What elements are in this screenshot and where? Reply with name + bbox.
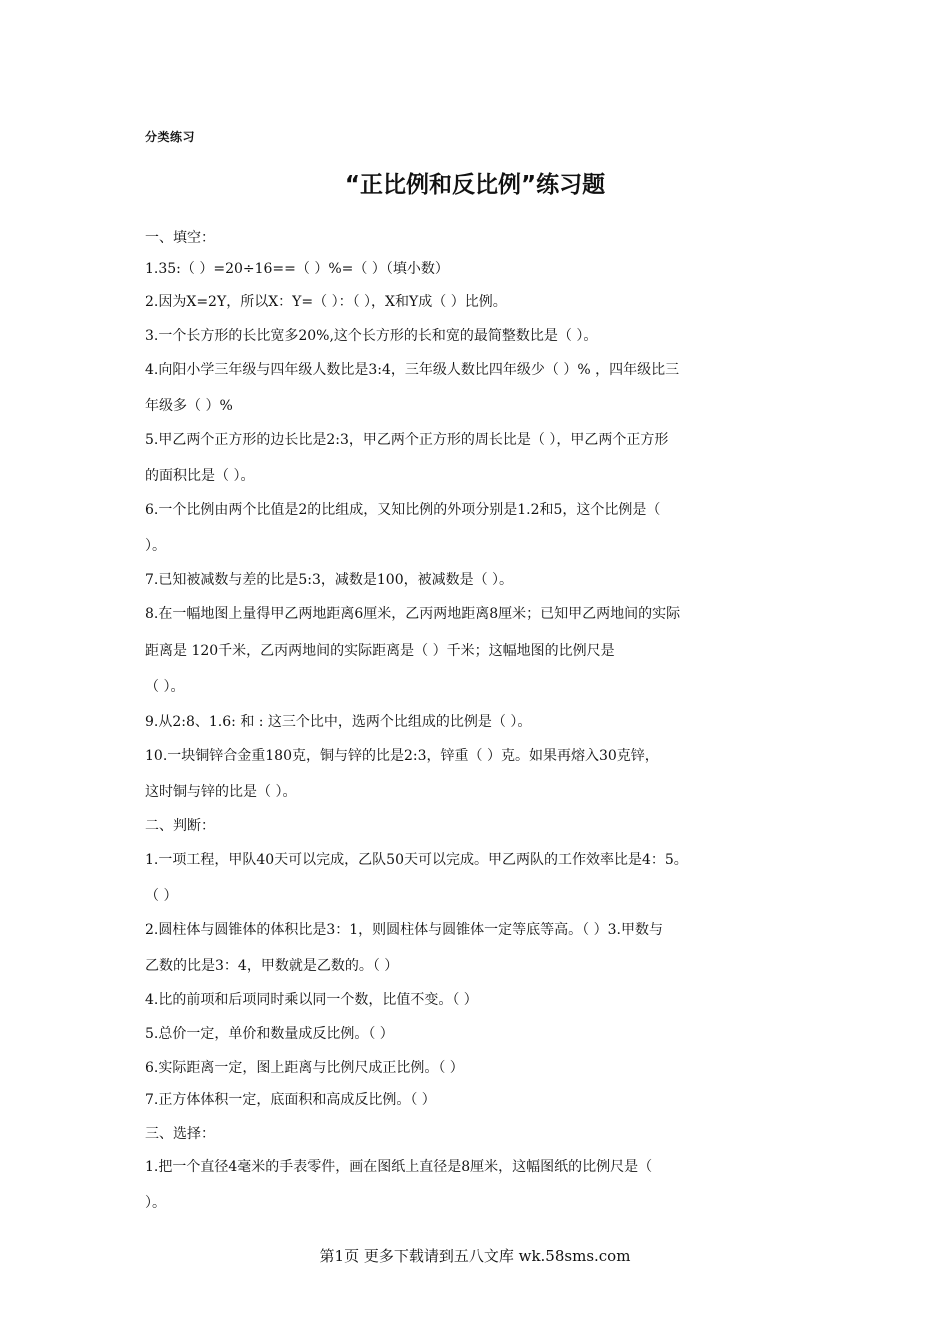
category-label: 分类练习 [145,130,196,144]
question-line: 2.圆柱体与圆锥体的体积比是3：1，则圆柱体与圆锥体一定等底等高。（ ）3.甲数与 [145,922,663,938]
question-line: 5.总价一定，单价和数量成反比例。（ ） [145,1026,394,1042]
section-heading-choice: 三、选择： [145,1126,215,1142]
section-heading-fill: 一、填空： [145,230,215,246]
page-title: “正比例和反比例”练习题 [344,172,606,198]
question-line: ）。 [145,1195,166,1211]
question-line: 6.实际距离一定，图上距离与比例尺成正比例。（ ） [145,1060,464,1076]
question-line: 这时铜与锌的比是（ ）。 [145,784,297,800]
question-line: 的面积比是（ ）。 [145,468,255,484]
section-heading-judge: 二、判断： [145,818,215,834]
question-line: 1.把一个直径4毫米的手表零件，画在图纸上直径是8厘米，这幅图纸的比例尺是（ [145,1159,653,1175]
question-line: （ ） [145,888,178,904]
question-line: 9.从2:8、1.6: 和 : 这三个比中，选两个比组成的比例是（ ）。 [145,714,532,730]
question-line: 7.正方体体积一定，底面积和高成反比例。（ ） [145,1092,436,1108]
question-line: 7.已知被减数与差的比是5:3，减数是100，被减数是（ ）。 [145,572,514,588]
question-line: 6.一个比例由两个比值是2的比组成，又知比例的外项分别是1.2和5，这个比例是（ [145,502,661,518]
question-line: 年级多（ ）% [145,398,233,414]
question-line: 1.一项工程，甲队40天可以完成，乙队50天可以完成。甲乙两队的工作效率比是4：5。 [145,852,688,868]
question-line: 1.35:（ ）=20÷16==（ ）%=（ ）（填小数） [145,261,449,277]
question-line: 5.甲乙两个正方形的边长比是2:3，甲乙两个正方形的周长比是（ ），甲乙两个正方形 [145,432,669,448]
question-line: 距离是 120千米，乙丙两地间的实际距离是（ ）千米；这幅地图的比例尺是 [145,643,615,659]
question-line: 3.一个长方形的长比宽多20%,这个长方形的长和宽的最简整数比是（ ）。 [145,328,598,344]
question-line: ）。 [145,538,166,554]
question-line: 10.一块铜锌合金重180克，铜与锌的比是2:3，锌重（ ）克。如果再熔入30克锌， [145,748,659,764]
question-line: 4.向阳小学三年级与四年级人数比是3:4，三年级人数比四年级少（ ）% ，四年级比三 [145,362,680,378]
page-footer: 第1页 更多下载请到五八文库 wk.58sms.com [319,1247,631,1265]
question-line: 2.因为X=2Y，所以X：Y=（ ）：（ ），X和Y成（ ）比例。 [145,294,507,310]
question-line: （ ）。 [145,679,185,695]
question-line: 乙数的比是3：4，甲数就是乙数的。（ ） [145,958,399,974]
question-line: 4.比的前项和后项同时乘以同一个数，比值不变。（ ） [145,992,478,1008]
question-line: 8.在一幅地图上量得甲乙两地距离6厘米，乙丙两地距离8厘米；已知甲乙两地间的实际 [145,606,681,622]
